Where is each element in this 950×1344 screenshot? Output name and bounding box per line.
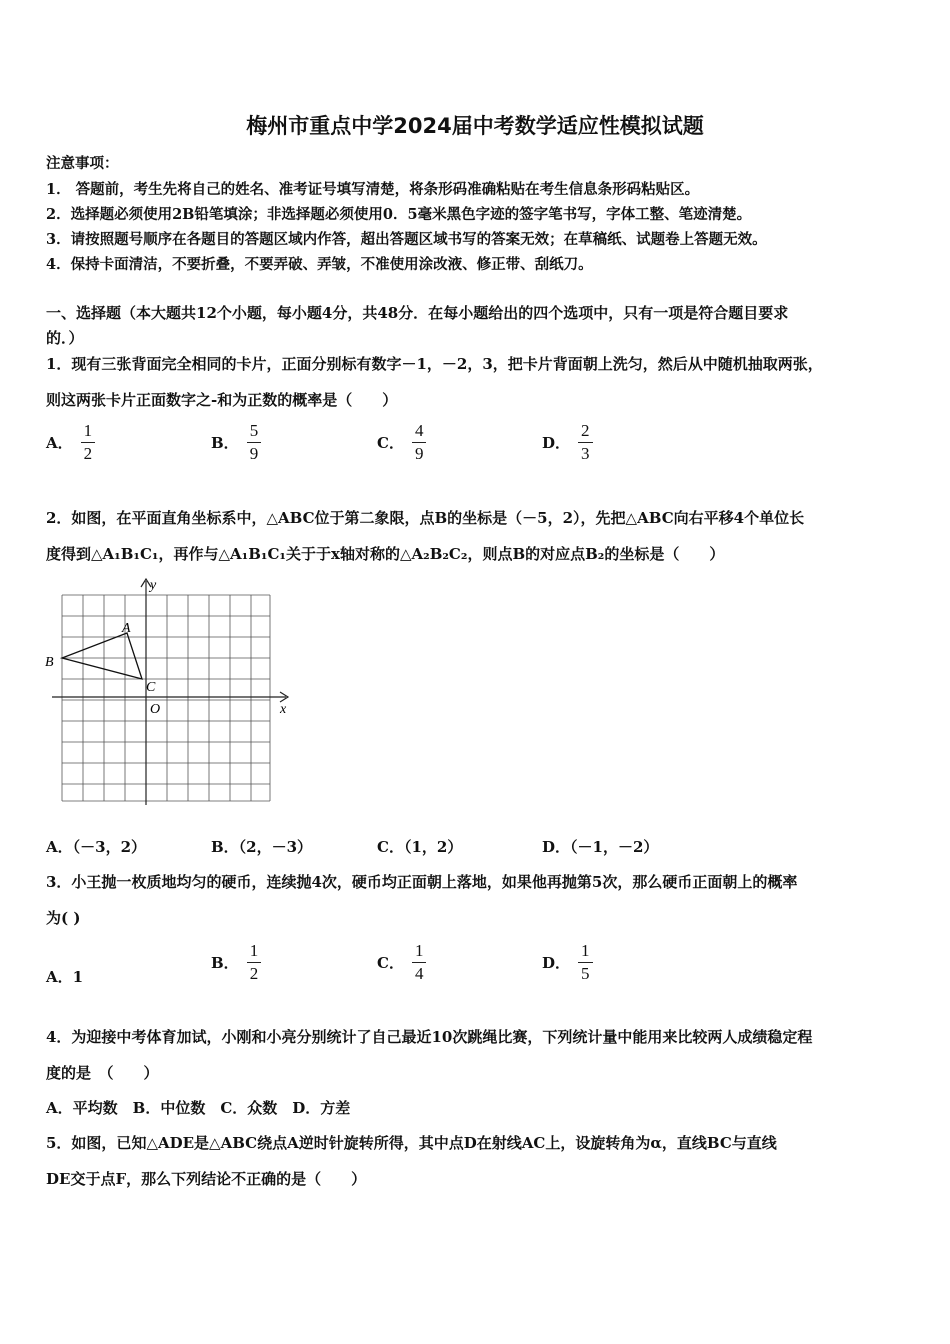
q1-option-b[interactable]: B． $\frac{5}{9}$ bbox=[211, 420, 261, 465]
fraction: $\frac{2}{3}$ bbox=[578, 420, 593, 465]
q1-option-c[interactable]: C． $\frac{4}{9}$ bbox=[377, 420, 426, 465]
q2-option-d[interactable]: D．（－1，－2） bbox=[542, 838, 659, 856]
q3-option-c[interactable]: C． $\frac{1}{4}$ bbox=[377, 940, 426, 985]
fraction: $\frac{1}{2}$ bbox=[81, 420, 96, 465]
q3-option-b[interactable]: B． $\frac{1}{2}$ bbox=[211, 940, 261, 985]
point-c-label: C bbox=[146, 680, 156, 695]
q5-stem: 5．如图，已知△ADE是△ABC绕点A逆时针旋转所得，其中点D在射线AC上，设旋转角为α，直线BC与直线 bbox=[46, 1134, 777, 1152]
notice-item: 3．请按照题号顺序在各题目的答题区域内作答，超出答题区域书写的答案无效；在草稿纸、试题卷上答题无效。 bbox=[46, 231, 767, 248]
notice-heading: 注意事项： bbox=[46, 155, 119, 172]
fraction: $\frac{5}{9}$ bbox=[247, 420, 262, 465]
q3-option-d[interactable]: D． $\frac{1}{5}$ bbox=[542, 940, 593, 985]
notice-item: 2．选择题必须使用2B铅笔填涂；非选择题必须使用0．5毫米黑色字迹的签字笔书写，字体工整、笔迹清楚。 bbox=[46, 206, 752, 223]
grid bbox=[62, 595, 270, 801]
q3-stem: 3．小王抛一枚质地均匀的硬币，连续抛4次，硬币均正面朝上落地，如果他再抛第5次，那么硬币正面朝上的概率 bbox=[46, 873, 798, 891]
fraction: $\frac{1}{2}$ bbox=[247, 940, 262, 985]
triangle-abc bbox=[62, 633, 142, 679]
section-heading-cont: 的．） bbox=[46, 329, 84, 347]
q2-option-b[interactable]: B．（2，－3） bbox=[211, 838, 313, 856]
q1-option-a[interactable]: A． $\frac{1}{2}$ bbox=[46, 420, 95, 465]
fraction: $\frac{4}{9}$ bbox=[412, 420, 427, 465]
point-b-label: B bbox=[45, 655, 54, 670]
q4-stem-cont: 度的是 （ ） bbox=[46, 1064, 159, 1082]
q4-options[interactable]: A．平均数 B．中位数 C．众数 D．方差 bbox=[46, 1099, 351, 1117]
q2-stem-cont: 度得到△A₁B₁C₁，再作与△A₁B₁C₁关于于x轴对称的△A₂B₂C₂，则点B的对应点B₂的坐标是（ ） bbox=[46, 545, 725, 563]
coordinate-figure bbox=[42, 575, 292, 810]
origin-label: O bbox=[150, 702, 161, 717]
q3-option-a[interactable]: A．1 bbox=[46, 968, 84, 986]
point-a-label: A bbox=[122, 621, 131, 636]
notice-item: 1． 答题前，考生先将自己的姓名、准考证号填写清楚，将条形码准确粘贴在考生信息条形码粘贴区。 bbox=[46, 181, 700, 198]
q1-stem-cont: 则这两张卡片正面数字之-和为正数的概率是（ ） bbox=[46, 391, 398, 409]
q2-option-a[interactable]: A．（－3，2） bbox=[46, 838, 147, 856]
section-heading: 一、选择题（本大题共12个小题，每小题4分，共48分．在每小题给出的四个选项中，只有一项是符合题目要求 bbox=[46, 304, 789, 322]
y-axis-label: y bbox=[150, 578, 157, 593]
q4-stem: 4．为迎接中考体育加试，小刚和小亮分别统计了自己最近10次跳绳比赛，下列统计量中能用来比较两人成绩稳定程 bbox=[46, 1028, 813, 1046]
notice-item: 4．保持卡面清洁，不要折叠，不要弄破、弄皱，不准使用涂改液、修正带、刮纸刀。 bbox=[46, 256, 593, 273]
q5-stem-cont: DE交于点F，那么下列结论不正确的是（ ） bbox=[46, 1170, 367, 1188]
page-title: 梅州市重点中学2024届中考数学适应性模拟试题 bbox=[246, 114, 704, 138]
x-axis-label: x bbox=[280, 702, 287, 717]
q2-stem: 2．如图，在平面直角坐标系中，△ABC位于第二象限，点B的坐标是（－5，2），先把△ABC向右平移4个单位长 bbox=[46, 509, 805, 527]
q1-stem: 1．现有三张背面完全相同的卡片，正面分别标有数字－1，－2，3，把卡片背面朝上洗匀，然后从中随机抽取两张， bbox=[46, 355, 823, 373]
q3-stem-cont: 为( ) bbox=[46, 909, 81, 927]
q1-option-d[interactable]: D． $\frac{2}{3}$ bbox=[542, 420, 593, 465]
fraction: $\frac{1}{5}$ bbox=[578, 940, 593, 985]
q2-option-c[interactable]: C．（1，2） bbox=[377, 838, 463, 856]
fraction: $\frac{1}{4}$ bbox=[412, 940, 427, 985]
